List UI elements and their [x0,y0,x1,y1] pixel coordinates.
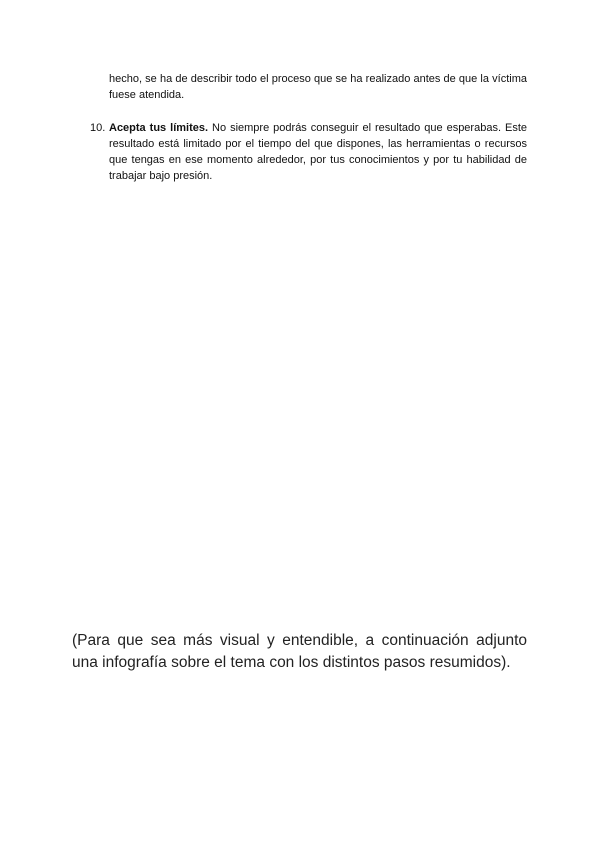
list-item-title: Acepta tus límites. [109,122,209,134]
list-item-number: 10. [90,122,106,134]
list-item-text: No siempre podrás conseguir el resultado que esperabas. Este resultado está limitado por el tiempo del que dispones, las herramientas o recursos que tengas en ese momento alrededor, por tus conocimientos y por tu habilidad de trabajar bajo presión. [109,122,527,182]
closing-note: (Para que sea más visual y entendible, a continuación adjunto una infografía sobre el tema con los distintos pasos resumidos). [72,632,527,671]
list-item-10 [90,120,527,184]
continuation-paragraph: hecho, se ha de describir todo el proceso que se ha realizado antes de que la víctima fuese atendida. [109,73,527,101]
list-item-body [109,120,527,184]
